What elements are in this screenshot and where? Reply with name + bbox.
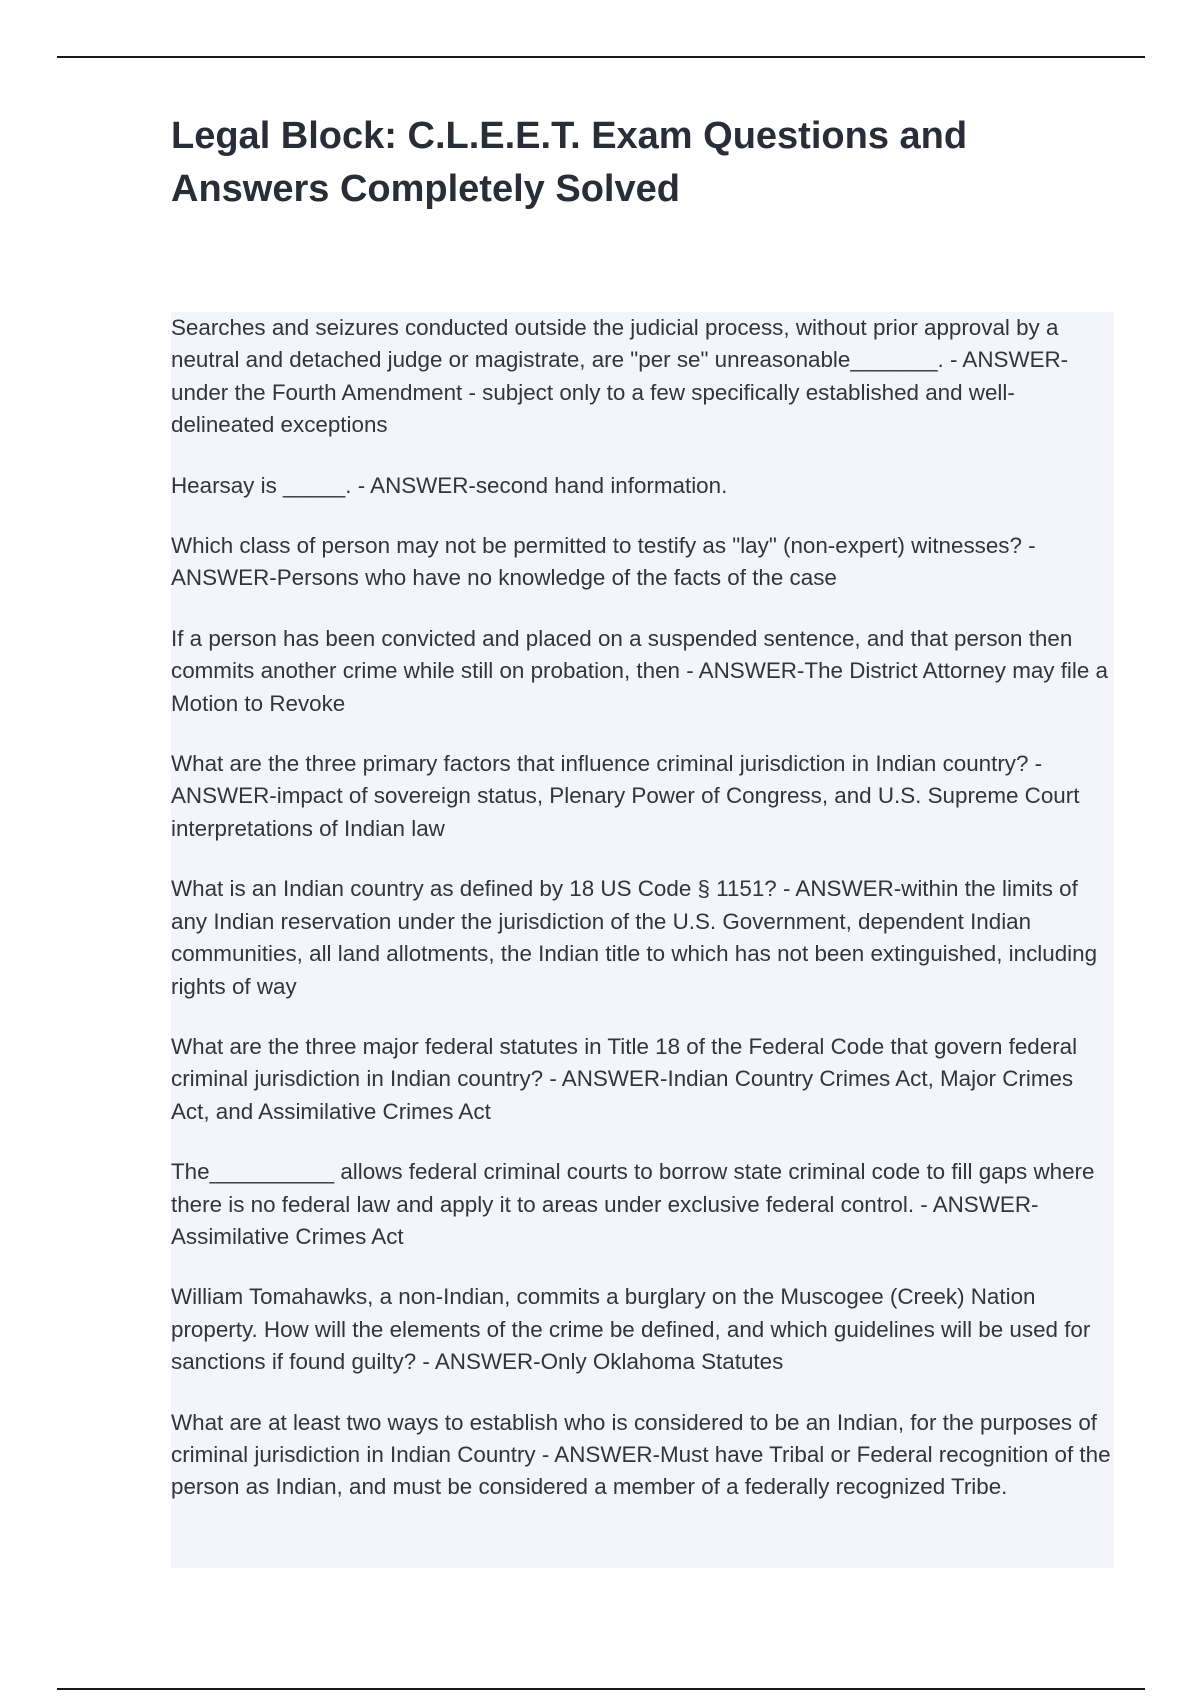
qa-item: What is an Indian country as defined by 18 US Code § 1151? - ANSWER-within the limits of any Indian reservation under the jurisdiction of the U.S. Government, dependent Indian communities, all land allotments, the Indian title to which has not been extinguished, including rights of way bbox=[171, 876, 1098, 999]
top-rule bbox=[57, 56, 1145, 58]
qa-item: Which class of person may not be permitted to testify as "lay" (non-expert) witnesses? - ANSWER-Persons who have no knowledge of the facts of the case bbox=[171, 533, 1036, 591]
qa-item: What are at least two ways to establish who is considered to be an Indian, for the purposes of criminal jurisdiction in Indian Country - ANSWER-Must have Tribal or Federal recognition of the person as Indian, and must be considered a member of a federally recognized Tribe. bbox=[171, 1409, 1111, 1500]
qa-item: William Tomahawks, a non-Indian, commits a burglary on the Muscogee (Creek) Nation property. How will the elements of the crime be defined, and which guidelines will be used for sanctions if found guilty? - ANSWER-Only Oklahoma Statutes bbox=[171, 1284, 1091, 1375]
qa-item: The__________ allows federal criminal courts to borrow state criminal code to fill gaps where there is no federal law and apply it to areas under exclusive federal control. - ANSWER-Assimilative Crimes Act bbox=[171, 1159, 1095, 1249]
qa-item: Hearsay is _____. - ANSWER-second hand information. bbox=[171, 472, 728, 498]
qa-list bbox=[171, 312, 1114, 1568]
bottom-rule bbox=[57, 1688, 1145, 1690]
qa-item: What are the three primary factors that influence criminal jurisdiction in Indian country? - ANSWER-impact of sovereign status, Plenary Power of Congress, and U.S. Supreme Court interpretations of Indian law bbox=[171, 751, 1080, 841]
qa-item: What are the three major federal statutes in Title 18 of the Federal Code that govern federal criminal jurisdiction in Indian country? - ANSWER-Indian Country Crimes Act, Major Crimes Act, and Assimilative Crimes Act bbox=[171, 1033, 1078, 1124]
qa-item: If a person has been convicted and placed on a suspended sentence, and that person then commits another crime while still on probation, then - ANSWER-The District Attorney may file a Motion to Revoke bbox=[171, 625, 1109, 716]
document-title: Legal Block: C.L.E.E.T. Exam Questions and Answers Completely Solved bbox=[171, 115, 968, 210]
qa-item: Searches and seizures conducted outside the judicial process, without prior approval by a neutral and detached judge or magistrate, are "per se" unreasonable_______. - ANSWER-under the Fourth Amendment - subject only to a few specifically established and well-delineated exceptions bbox=[171, 315, 1069, 438]
